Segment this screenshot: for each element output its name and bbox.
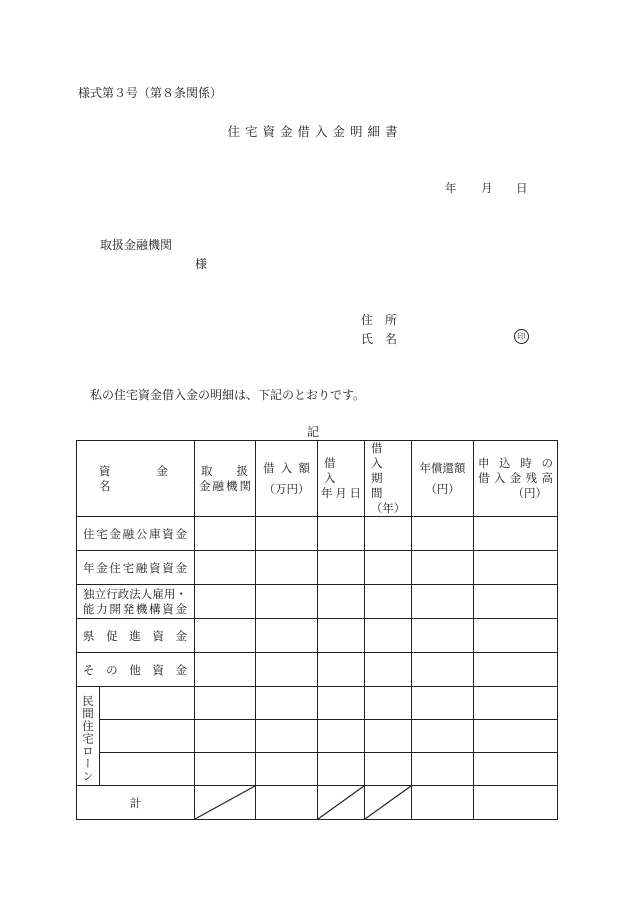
period-cell[interactable] bbox=[365, 687, 412, 720]
amount-cell[interactable] bbox=[256, 720, 318, 753]
date-cell[interactable] bbox=[318, 753, 365, 786]
annual-cell[interactable] bbox=[412, 517, 474, 551]
balance-cell[interactable] bbox=[474, 653, 558, 687]
address-label: 住 所 bbox=[361, 313, 398, 327]
annual-cell[interactable] bbox=[412, 720, 474, 753]
header-amount-line1: 借入額 bbox=[263, 460, 310, 475]
period-cell[interactable] bbox=[365, 653, 412, 687]
header-period-line3: （年） bbox=[370, 501, 406, 515]
total-label: 計 bbox=[129, 795, 142, 810]
period-cell[interactable] bbox=[365, 551, 412, 585]
table-row bbox=[77, 720, 558, 753]
date-year-label: 年 bbox=[445, 181, 457, 195]
fund-name-cell bbox=[77, 653, 195, 687]
table-row bbox=[77, 619, 558, 653]
header-balance-line1: 申込時の bbox=[478, 456, 553, 470]
amount-cell[interactable] bbox=[256, 653, 318, 687]
date-cell[interactable] bbox=[318, 619, 365, 653]
fund-name-cell bbox=[77, 585, 195, 619]
diagonal-slash bbox=[195, 786, 255, 819]
institution-cell[interactable] bbox=[195, 551, 256, 585]
fund-name-cell bbox=[77, 517, 195, 551]
date-cell[interactable] bbox=[318, 720, 365, 753]
amount-cell[interactable] bbox=[256, 551, 318, 585]
header-period-line1: 借 入 bbox=[371, 441, 394, 470]
fund-name-text-line2: 能力開発機構資金 bbox=[83, 601, 187, 616]
institution-cell[interactable] bbox=[195, 720, 256, 753]
annual-cell[interactable] bbox=[412, 585, 474, 619]
document-title: 住宅資金借入金明細書 bbox=[227, 124, 403, 139]
header-balance bbox=[474, 441, 558, 517]
header-fund-name-text: 資 金 名 bbox=[99, 463, 191, 493]
annual-cell[interactable] bbox=[412, 653, 474, 687]
private-loan-name-cell[interactable] bbox=[100, 720, 195, 753]
header-date-line1: 借 入 bbox=[324, 456, 347, 485]
total-amount-cell[interactable] bbox=[256, 786, 318, 820]
balance-cell[interactable] bbox=[474, 619, 558, 653]
total-period-cell bbox=[365, 786, 412, 820]
ki-label: 記 bbox=[307, 425, 320, 439]
header-period-line2: 期 間 bbox=[371, 471, 394, 500]
table-row bbox=[77, 753, 558, 786]
header-period bbox=[365, 441, 412, 517]
amount-cell[interactable] bbox=[256, 517, 318, 551]
loan-detail-table bbox=[76, 440, 558, 820]
balance-cell[interactable] bbox=[474, 720, 558, 753]
fund-name-text: 県 促 進 資 金 bbox=[83, 628, 187, 643]
institution-cell[interactable] bbox=[195, 687, 256, 720]
honorific-label: 様 bbox=[195, 257, 208, 271]
diagonal-slash bbox=[318, 786, 364, 819]
table-row bbox=[77, 517, 558, 551]
date-cell[interactable] bbox=[318, 585, 365, 619]
institution-cell[interactable] bbox=[195, 653, 256, 687]
amount-cell[interactable] bbox=[256, 585, 318, 619]
date-month-label: 月 bbox=[481, 181, 493, 195]
table-row bbox=[77, 687, 558, 720]
total-balance-cell[interactable] bbox=[474, 786, 558, 820]
table-header-row bbox=[77, 441, 558, 517]
private-loan-label: 民間住宅ローン bbox=[81, 695, 95, 783]
fund-name-text-line1: 独立行政法人雇用・ bbox=[83, 586, 187, 601]
balance-cell[interactable] bbox=[474, 551, 558, 585]
table-row bbox=[77, 585, 558, 619]
period-cell[interactable] bbox=[365, 753, 412, 786]
header-annual-line1: 年償還額 bbox=[419, 460, 466, 475]
period-cell[interactable] bbox=[365, 517, 412, 551]
table-row bbox=[77, 653, 558, 687]
institution-cell[interactable] bbox=[195, 619, 256, 653]
balance-cell[interactable] bbox=[474, 517, 558, 551]
seal-mark: 印 bbox=[514, 329, 529, 344]
annual-cell[interactable] bbox=[412, 687, 474, 720]
date-cell[interactable] bbox=[318, 653, 365, 687]
total-annual-cell[interactable] bbox=[412, 786, 474, 820]
institution-label: 取扱金融機関 bbox=[100, 238, 173, 252]
balance-cell[interactable] bbox=[474, 753, 558, 786]
amount-cell[interactable] bbox=[256, 687, 318, 720]
annual-cell[interactable] bbox=[412, 551, 474, 585]
amount-cell[interactable] bbox=[256, 619, 318, 653]
diagonal-slash bbox=[365, 786, 411, 819]
fund-name-text: そ の 他 資 金 bbox=[83, 662, 187, 677]
header-balance-line2: 借入金残高 bbox=[478, 471, 553, 485]
total-institution-cell bbox=[195, 786, 256, 820]
annual-cell[interactable] bbox=[412, 619, 474, 653]
header-date bbox=[318, 441, 365, 517]
institution-cell[interactable] bbox=[195, 585, 256, 619]
date-day-label: 日 bbox=[516, 181, 528, 195]
institution-cell[interactable] bbox=[195, 517, 256, 551]
private-loan-name-cell[interactable] bbox=[100, 687, 195, 720]
header-amount-line2: （万円） bbox=[263, 481, 310, 496]
name-label: 氏 名 bbox=[361, 332, 398, 346]
balance-cell[interactable] bbox=[474, 687, 558, 720]
form-number: 様式第３号（第８条関係） bbox=[78, 86, 223, 100]
private-loan-label-cell bbox=[77, 687, 100, 786]
period-cell[interactable] bbox=[365, 619, 412, 653]
fund-name-text: 年金住宅融資資金 bbox=[83, 560, 187, 575]
balance-cell[interactable] bbox=[474, 585, 558, 619]
header-annual-line2: （円） bbox=[425, 481, 460, 496]
institution-cell[interactable] bbox=[195, 753, 256, 786]
header-institution-line2: 金融機関 bbox=[199, 478, 251, 493]
header-institution-line1: 取 扱 bbox=[201, 463, 248, 478]
header-amount bbox=[256, 441, 318, 517]
header-fund-name bbox=[77, 441, 195, 517]
table-row bbox=[77, 551, 558, 585]
period-cell[interactable] bbox=[365, 585, 412, 619]
annual-cell[interactable] bbox=[412, 753, 474, 786]
header-balance-line3: （円） bbox=[512, 486, 547, 500]
header-institution bbox=[195, 441, 256, 517]
total-date-cell bbox=[318, 786, 365, 820]
private-loan-name-cell[interactable] bbox=[100, 753, 195, 786]
period-cell[interactable] bbox=[365, 720, 412, 753]
header-annual bbox=[412, 441, 474, 517]
fund-name-cell bbox=[77, 619, 195, 653]
statement-text: 私の住宅資金借入金の明細は、下記のとおりです。 bbox=[90, 388, 366, 402]
date-cell[interactable] bbox=[318, 551, 365, 585]
date-cell[interactable] bbox=[318, 687, 365, 720]
fund-name-text: 住宅金融公庫資金 bbox=[83, 526, 187, 541]
amount-cell[interactable] bbox=[256, 753, 318, 786]
date-cell[interactable] bbox=[318, 517, 365, 551]
fund-name-cell bbox=[77, 551, 195, 585]
total-row bbox=[77, 786, 558, 820]
header-date-line2: 年月日 bbox=[321, 486, 361, 500]
total-label-cell bbox=[77, 786, 195, 820]
